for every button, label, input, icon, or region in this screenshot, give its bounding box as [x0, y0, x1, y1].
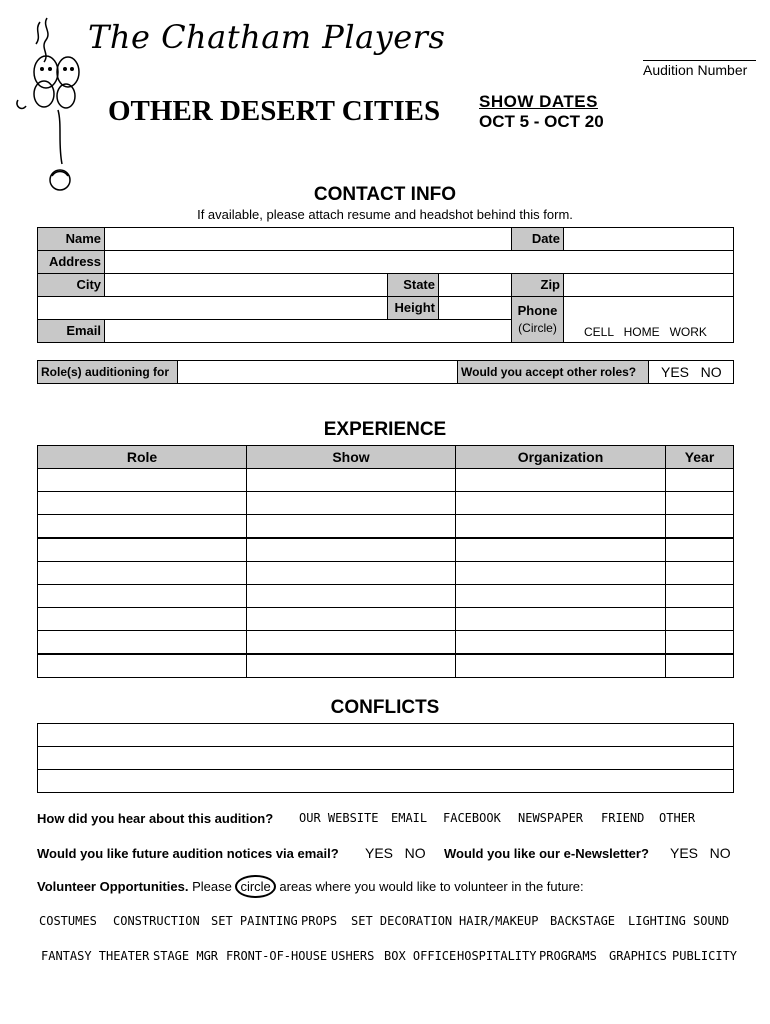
experience-cell[interactable]	[37, 491, 247, 515]
name-label: Name	[37, 227, 105, 251]
volunteer-line	[37, 879, 584, 894]
show-dates: OCT 5 - OCT 20	[479, 112, 604, 131]
experience-cell[interactable]	[246, 654, 456, 678]
phone-label: Phone	[517, 303, 558, 318]
volunteer-option[interactable]: FRONT-OF-HOUSE	[226, 949, 328, 963]
experience-cell[interactable]	[37, 584, 247, 608]
show-title: OTHER DESERT CITIES	[108, 95, 441, 127]
volunteer-option[interactable]: BOX OFFICE	[384, 949, 457, 963]
volunteer-option[interactable]: SOUND	[693, 914, 730, 928]
col-role: Role	[37, 445, 247, 469]
experience-cell[interactable]	[455, 491, 666, 515]
notices-options[interactable]: YES NO	[365, 845, 426, 861]
experience-cell[interactable]	[665, 654, 734, 678]
address-label: Address	[37, 250, 105, 274]
height-field[interactable]	[438, 296, 512, 320]
phone-options[interactable]: CELL HOME WORK	[584, 325, 707, 339]
experience-cell[interactable]	[246, 468, 456, 492]
hear-option[interactable]: FACEBOOK	[443, 811, 501, 825]
city-label: City	[37, 273, 105, 297]
phone-field[interactable]	[563, 296, 734, 343]
experience-cell[interactable]	[246, 630, 456, 654]
blank-row-field[interactable]	[37, 296, 388, 320]
volunteer-option[interactable]: GRAPHICS	[609, 949, 667, 963]
roles-field[interactable]	[177, 360, 458, 384]
org-name: The Chatham Players	[88, 18, 446, 56]
hear-option[interactable]: NEWSPAPER	[518, 811, 584, 825]
experience-cell[interactable]	[455, 514, 666, 538]
experience-cell[interactable]	[455, 654, 666, 678]
experience-cell[interactable]	[455, 468, 666, 492]
experience-cell[interactable]	[246, 514, 456, 538]
experience-cell[interactable]	[665, 514, 734, 538]
email-label: Email	[37, 319, 105, 343]
experience-cell[interactable]	[665, 584, 734, 608]
experience-cell[interactable]	[665, 630, 734, 654]
experience-cell[interactable]	[246, 584, 456, 608]
experience-cell[interactable]	[665, 607, 734, 631]
zip-field[interactable]	[563, 273, 734, 297]
experience-cell[interactable]	[246, 491, 456, 515]
volunteer-circle-word: circle	[235, 875, 275, 898]
conflict-row[interactable]	[37, 723, 734, 747]
hear-question: How did you hear about this audition?	[37, 811, 274, 826]
volunteer-option[interactable]: SET DECORATION	[351, 914, 453, 928]
volunteer-please: Please	[192, 879, 232, 894]
col-year: Year	[665, 445, 734, 469]
volunteer-option[interactable]: HAIR/MAKEUP	[459, 914, 539, 928]
experience-cell[interactable]	[37, 561, 247, 585]
audition-number-line	[643, 60, 756, 61]
masks-logo-icon	[12, 14, 92, 196]
volunteer-option[interactable]: COSTUMES	[39, 914, 97, 928]
experience-cell[interactable]	[37, 538, 247, 562]
phone-label-cell	[511, 296, 564, 343]
address-field[interactable]	[104, 250, 734, 274]
volunteer-option[interactable]: PROGRAMS	[539, 949, 597, 963]
experience-cell[interactable]	[665, 491, 734, 515]
city-field[interactable]	[104, 273, 388, 297]
experience-title: EXPERIENCE	[323, 419, 447, 440]
notices-question: Would you like future audition notices via email?	[37, 846, 339, 861]
experience-cell[interactable]	[455, 584, 666, 608]
volunteer-option[interactable]: USHERS	[331, 949, 375, 963]
newsletter-options[interactable]: YES NO	[670, 845, 731, 861]
circle-hint: (Circle)	[518, 321, 557, 335]
email-field[interactable]	[104, 319, 512, 343]
volunteer-option[interactable]: SET PAINTING	[211, 914, 298, 928]
experience-cell[interactable]	[455, 538, 666, 562]
volunteer-option[interactable]: LIGHTING	[628, 914, 686, 928]
experience-cell[interactable]	[665, 561, 734, 585]
name-field[interactable]	[104, 227, 512, 251]
experience-cell[interactable]	[37, 514, 247, 538]
volunteer-option[interactable]: CONSTRUCTION	[113, 914, 200, 928]
experience-cell[interactable]	[455, 561, 666, 585]
volunteer-label: Volunteer Opportunities.	[37, 879, 189, 894]
experience-cell[interactable]	[246, 561, 456, 585]
newsletter-question: Would you like our e-Newsletter?	[444, 846, 649, 861]
volunteer-option[interactable]: PUBLICITY	[672, 949, 738, 963]
volunteer-option[interactable]: FANTASY THEATER	[41, 949, 150, 963]
experience-cell[interactable]	[455, 607, 666, 631]
volunteer-option[interactable]: PROPS	[301, 914, 338, 928]
roles-label: Role(s) auditioning for	[37, 360, 178, 384]
date-label: Date	[511, 227, 564, 251]
contact-title: CONTACT INFO	[313, 184, 457, 205]
volunteer-rest: areas where you would like to volunteer in the future:	[279, 879, 584, 894]
volunteer-option[interactable]: HOSPITALITY	[457, 949, 537, 963]
col-organization: Organization	[455, 445, 666, 469]
experience-cell[interactable]	[246, 607, 456, 631]
hear-option[interactable]: FRIEND	[601, 811, 645, 825]
hear-option[interactable]: OUR WEBSITE	[299, 811, 379, 825]
conflicts-title: CONFLICTS	[330, 697, 440, 718]
experience-cell[interactable]	[37, 630, 247, 654]
date-field[interactable]	[563, 227, 734, 251]
height-label: Height	[387, 296, 439, 320]
state-label: State	[387, 273, 439, 297]
zip-label: Zip	[511, 273, 564, 297]
volunteer-option[interactable]: STAGE MGR	[153, 949, 219, 963]
state-field[interactable]	[438, 273, 512, 297]
experience-cell[interactable]	[665, 538, 734, 562]
show-dates-label: SHOW DATES	[479, 92, 598, 111]
experience-cell[interactable]	[246, 538, 456, 562]
experience-cell[interactable]	[37, 654, 247, 678]
hear-option[interactable]: EMAIL	[391, 811, 428, 825]
hear-option[interactable]: OTHER	[659, 811, 696, 825]
experience-cell[interactable]	[455, 630, 666, 654]
col-show: Show	[246, 445, 456, 469]
accept-other-options[interactable]: YES NO	[648, 360, 734, 384]
experience-cell[interactable]	[665, 468, 734, 492]
experience-cell[interactable]	[37, 468, 247, 492]
conflict-row[interactable]	[37, 769, 734, 793]
experience-cell[interactable]	[37, 607, 247, 631]
conflict-row[interactable]	[37, 746, 734, 770]
contact-note: If available, please attach resume and headshot behind this form.	[197, 207, 573, 222]
audition-number-label: Audition Number	[643, 62, 748, 78]
volunteer-option[interactable]: BACKSTAGE	[550, 914, 616, 928]
accept-other-label: Would you accept other roles?	[457, 360, 649, 384]
